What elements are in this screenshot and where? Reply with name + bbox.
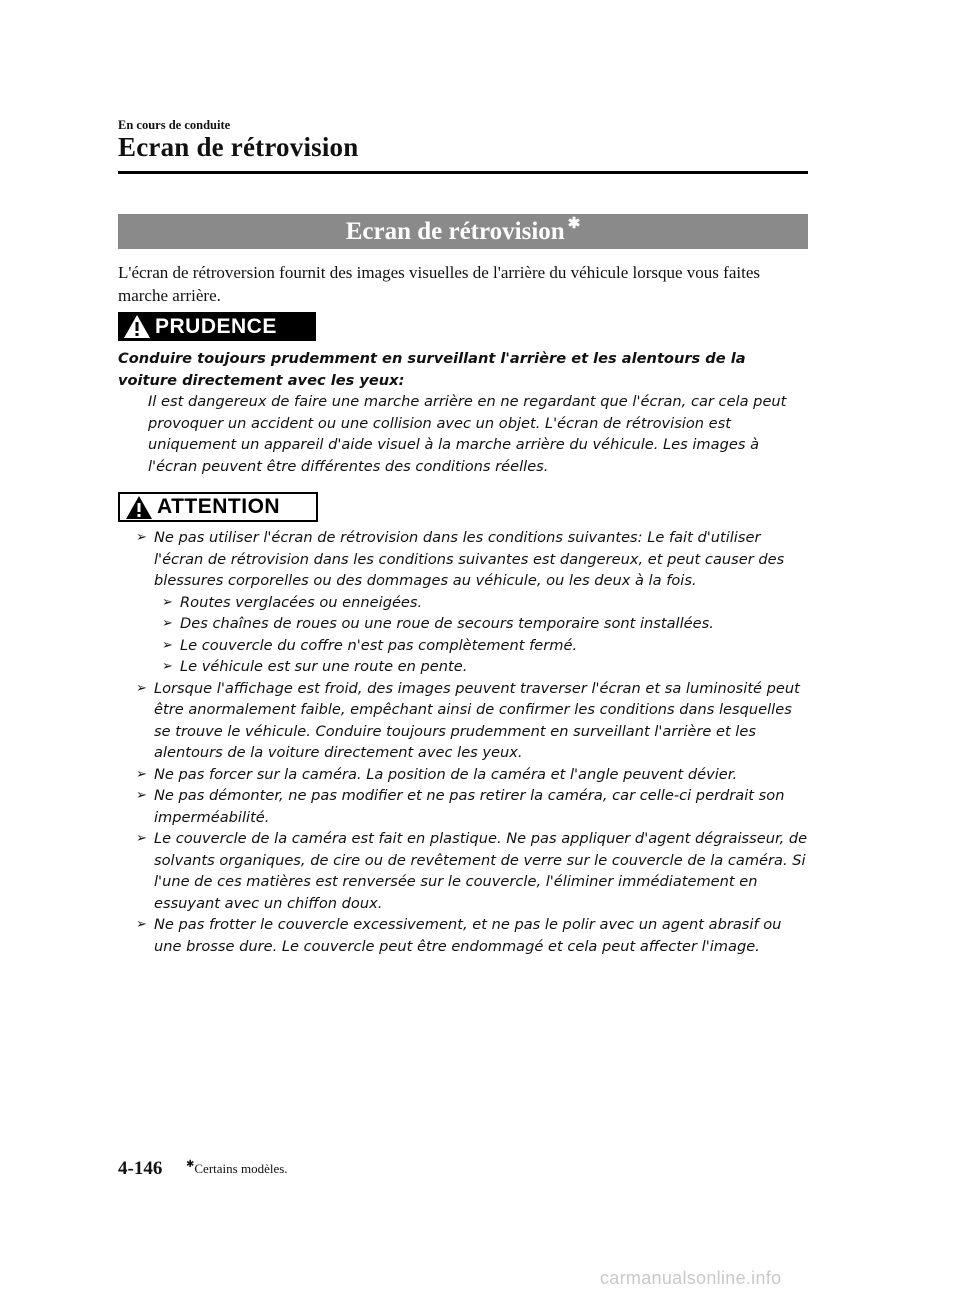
sub-item-text: Le couvercle du coffre n'est pas complètement fermé. xyxy=(180,636,578,654)
arrow-bullet-icon: ➢ xyxy=(136,831,147,846)
attention-badge xyxy=(118,492,318,522)
footnote-text: Certains modèles. xyxy=(194,1161,288,1176)
arrow-bullet-icon: ➢ xyxy=(162,616,173,631)
arrow-bullet-icon: ➢ xyxy=(136,766,147,782)
arrow-bullet-icon: ➢ xyxy=(136,680,147,696)
list-item xyxy=(118,914,808,957)
section-banner xyxy=(118,214,808,249)
prudence-label: PRUDENCE xyxy=(155,314,277,338)
list-item xyxy=(118,785,808,828)
sub-list-item xyxy=(154,592,808,614)
section-banner-title: Ecran de rétrovision xyxy=(345,217,565,245)
list-item xyxy=(118,527,808,678)
arrow-bullet-icon: ➢ xyxy=(162,637,173,653)
arrow-bullet-icon: ➢ xyxy=(162,659,173,674)
title-divider xyxy=(118,171,808,174)
attention-item-text: Le couvercle de la caméra est fait en plastique. Ne pas appliquer d'agent dégraisseur, de solvants organiques, de cire ou de revêtement de verre sur le couvercle de la caméra. Si l'une de ces matières est renversée sur le couvercle, l'éliminer immédiatement en essuyant avec un chiffon doux. xyxy=(154,830,808,912)
warning-triangle-icon xyxy=(122,313,152,340)
asterisk-icon: ✱ xyxy=(567,216,581,232)
list-item xyxy=(118,828,808,914)
prudence-badge xyxy=(118,312,316,341)
chapter-label: En cours de conduite xyxy=(118,118,231,132)
sub-item-text: Des chaînes de roues ou une roue de secours temporaire sont installées. xyxy=(180,615,714,632)
page-number: 4-146 xyxy=(118,1158,163,1179)
list-item xyxy=(118,764,808,786)
warning-triangle-icon xyxy=(124,494,154,521)
prudence-body: Il est dangereux de faire une marche arrière en ne regardant que l'écran, car cela peut provoquer un accident ou une collision avec un objet. L'écran de rétrovision est uniquement un appareil d'aide visuel à la marche arrière du véhicule. Les images à l'écran peuvent être différentes des conditions réelles. xyxy=(148,393,787,475)
watermark[interactable]: carmanualsonline.info xyxy=(600,1268,782,1288)
arrow-bullet-icon: ➢ xyxy=(136,788,147,803)
attention-sub-list xyxy=(154,592,808,678)
intro-paragraph: L'écran de rétroversion fournit des images visuelles de l'arrière du véhicule lorsque vous faites marche arrière. xyxy=(118,263,760,305)
prudence-heading: Conduire toujours prudemment en surveillant l'arrière et les alentours de la voiture directement avec les yeux: xyxy=(118,350,746,389)
attention-item-text: Ne pas forcer sur la caméra. La position de la caméra et l'angle peuvent dévier. xyxy=(154,765,738,783)
attention-label: ATTENTION xyxy=(157,495,281,518)
sub-list-item xyxy=(154,656,808,678)
attention-item-text: Ne pas frotter le couvercle excessivement, et ne pas le polir avec un agent abrasif ou une brosse dure. Le couvercle peut être endommagé et cela peut affecter l'image. xyxy=(154,916,782,955)
attention-list xyxy=(118,527,808,957)
sub-list-item xyxy=(154,635,808,657)
asterisk-icon: ✱ xyxy=(186,1159,195,1170)
list-item xyxy=(118,678,808,764)
attention-item-text: Ne pas démonter, ne pas modifier et ne pas retirer la caméra, car celle-ci perdrait son imperméabilité. xyxy=(154,787,785,826)
attention-item-text: Lorsque l'affichage est froid, des images peuvent traverser l'écran et sa luminosité peut être anormalement faible, empêchant ainsi de confirmer les conditions dans lesquelles se trouve le véhicule. Conduire toujours prudemment en surveillant l'arrière et les alentours de la voiture directement avec les yeux. xyxy=(154,679,800,761)
arrow-bullet-icon: ➢ xyxy=(136,917,147,932)
sub-list-item xyxy=(154,613,808,635)
arrow-bullet-icon: ➢ xyxy=(136,530,147,545)
sub-item-text: Routes verglacées ou enneigées. xyxy=(180,593,423,611)
footnote xyxy=(186,1161,288,1177)
page-title: Ecran de rétrovision xyxy=(118,132,359,162)
attention-item-text: Ne pas utiliser l'écran de rétrovision dans les conditions suivantes: Le fait d'utiliser l'écran de rétrovision dans les conditions suivantes est dangereux, et peut causer des blessures corporelles ou des dommages au véhicule, ou les deux à la fois. xyxy=(154,529,785,589)
arrow-bullet-icon: ➢ xyxy=(162,594,173,610)
sub-item-text: Le véhicule est sur une route en pente. xyxy=(180,658,468,675)
